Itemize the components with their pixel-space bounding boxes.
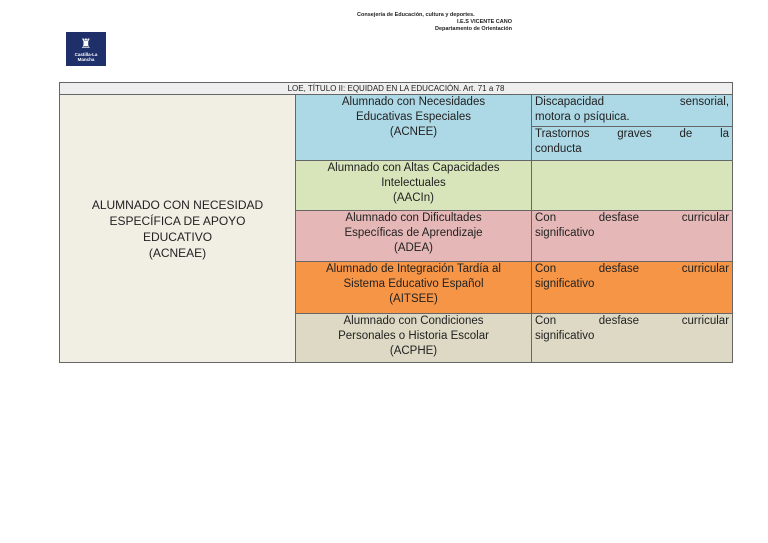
crest-icon: ♜ (80, 36, 92, 51)
detail-line: Con desfase curricular (535, 212, 730, 224)
detail-line: Trastornos graves de la (535, 128, 730, 140)
aitsee-detail (532, 262, 733, 314)
aitsee-category (296, 262, 532, 314)
table-title-row (60, 83, 733, 95)
header-line-3: Departamento de Orientación (434, 26, 512, 32)
logo-caption: Castilla-La Mancha (74, 52, 98, 62)
adea-category (296, 211, 532, 262)
category-line: Personales o Historia Escolar (338, 330, 489, 342)
category-line: (AACIn) (393, 192, 434, 204)
acneae-line: ESPECÍFICA DE APOYO (109, 213, 246, 228)
acnee-detail-1 (532, 95, 733, 127)
acneae-line: ALUMNADO CON NECESIDAD (91, 197, 264, 212)
aacin-detail (532, 161, 733, 211)
category-line: Alumnado con Dificultades (345, 212, 482, 224)
detail-line: Discapacidad sensorial, (535, 96, 730, 108)
acneae-classification-table (59, 82, 733, 363)
detail-line: significativo (535, 278, 595, 290)
table-row (60, 95, 733, 127)
acnee-detail-2 (532, 127, 733, 161)
acphe-detail (532, 314, 733, 363)
category-line: Específicas de Aprendizaje (344, 227, 483, 239)
adea-detail (532, 211, 733, 262)
castilla-la-mancha-logo (66, 32, 106, 66)
acphe-category (296, 314, 532, 363)
category-line: (ACPHE) (389, 345, 438, 357)
table-title: LOE, TÍTULO II: EQUIDAD EN LA EDUCACIÓN. Art. 71 a 78 (60, 83, 733, 95)
category-line: (ADEA) (394, 242, 433, 254)
category-line: (ACNEE) (389, 126, 438, 138)
detail-line: Con desfase curricular (535, 315, 730, 327)
detail-line: Con desfase curricular (535, 263, 730, 275)
acnee-category (296, 95, 532, 161)
category-line: Alumnado con Altas Capacidades (327, 162, 500, 174)
detail-line: significativo (535, 330, 595, 342)
acneae-line: (ACNEAE) (148, 245, 207, 260)
category-line: Intelectuales (381, 177, 446, 189)
detail-line: significativo (535, 227, 595, 239)
aacin-category (296, 161, 532, 211)
category-line: Alumnado de Integración Tardía al (326, 263, 501, 275)
detail-line: motora o psíquica. (535, 111, 630, 123)
acneae-cell (60, 95, 296, 363)
category-line: Sistema Educativo Español (343, 278, 484, 290)
category-line: Alumnado con Condiciones (343, 315, 484, 327)
category-line: Educativas Especiales (355, 111, 472, 123)
detail-line: conducta (535, 143, 582, 155)
category-line: (AITSEE) (389, 293, 438, 305)
header-line-2: I.E.S VICENTE CANO (456, 19, 512, 25)
category-line: Alumnado con Necesidades (341, 96, 486, 108)
acneae-line: EDUCATIVO (142, 229, 213, 244)
header-line-1: Consejería de Educación, cultura y deportes. (357, 12, 475, 18)
